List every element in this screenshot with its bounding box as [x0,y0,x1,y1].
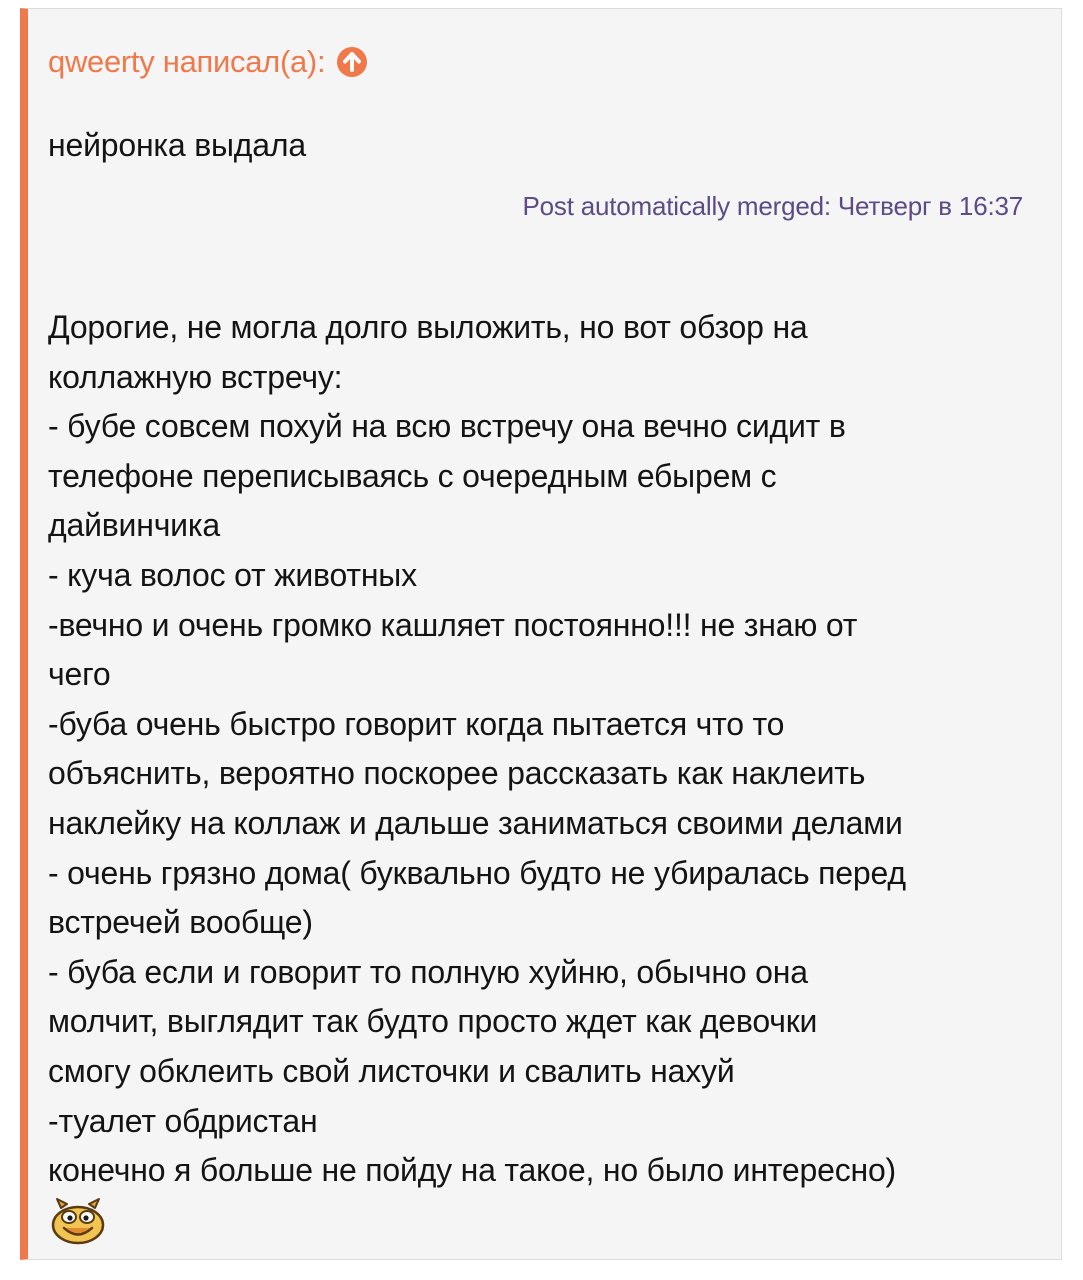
quote-line: - куча волос от животных [48,556,417,593]
quote-line: встречей вообще) [48,904,313,941]
quote-line: конечно я больше не пойду на такое, но было интересно) [48,1152,897,1189]
merged-note: Post automatically merged: Четверг в 16:37 [522,191,1023,221]
quote-line: -буба очень быстро говорит когда пытается что то [48,705,785,742]
smiley-face-icon [50,1195,106,1245]
quote-line: - буба если и говорит то полную хуйню, обычно она [48,953,808,990]
quote-line: наклейку на коллаж и дальше заниматься своими делами [48,804,903,841]
quote-line: - очень грязно дома( буквально будто не убиралась перед [48,854,906,891]
arrow-up-circle-icon[interactable] [337,47,367,77]
quote-line: -туалет обдристан [48,1102,318,1139]
quote-first-line: нейронка выдала [48,127,306,163]
quote-line: объяснить, вероятно поскорее рассказать как наклеить [48,755,866,792]
quote-line: молчит, выглядит так будто просто ждет как девочки [48,1003,818,1040]
quote-line: коллажную встречу: [48,358,343,395]
quote-header [48,39,367,85]
quote-line: -вечно и очень громко кашляет постоянно!!! не знаю от [48,606,858,643]
quote-line: - бубе совсем похуй на всю встречу она вечно сидит в [48,408,846,445]
quote-line: Дорогие, не могла долго выложить, но вот обзор на [48,309,808,345]
quote-body [48,303,906,1196]
quote-line: телефоне переписываясь с очередным ебырем с [48,457,777,494]
quote-line: чего [48,656,111,693]
quote-author-link[interactable]: qweerty написал(а): [48,44,326,79]
quote-line: смогу обклеить свой листочки и свалить нахуй [48,1052,735,1089]
quote-line: дайвинчика [48,507,220,544]
quote-block [20,8,1062,1260]
